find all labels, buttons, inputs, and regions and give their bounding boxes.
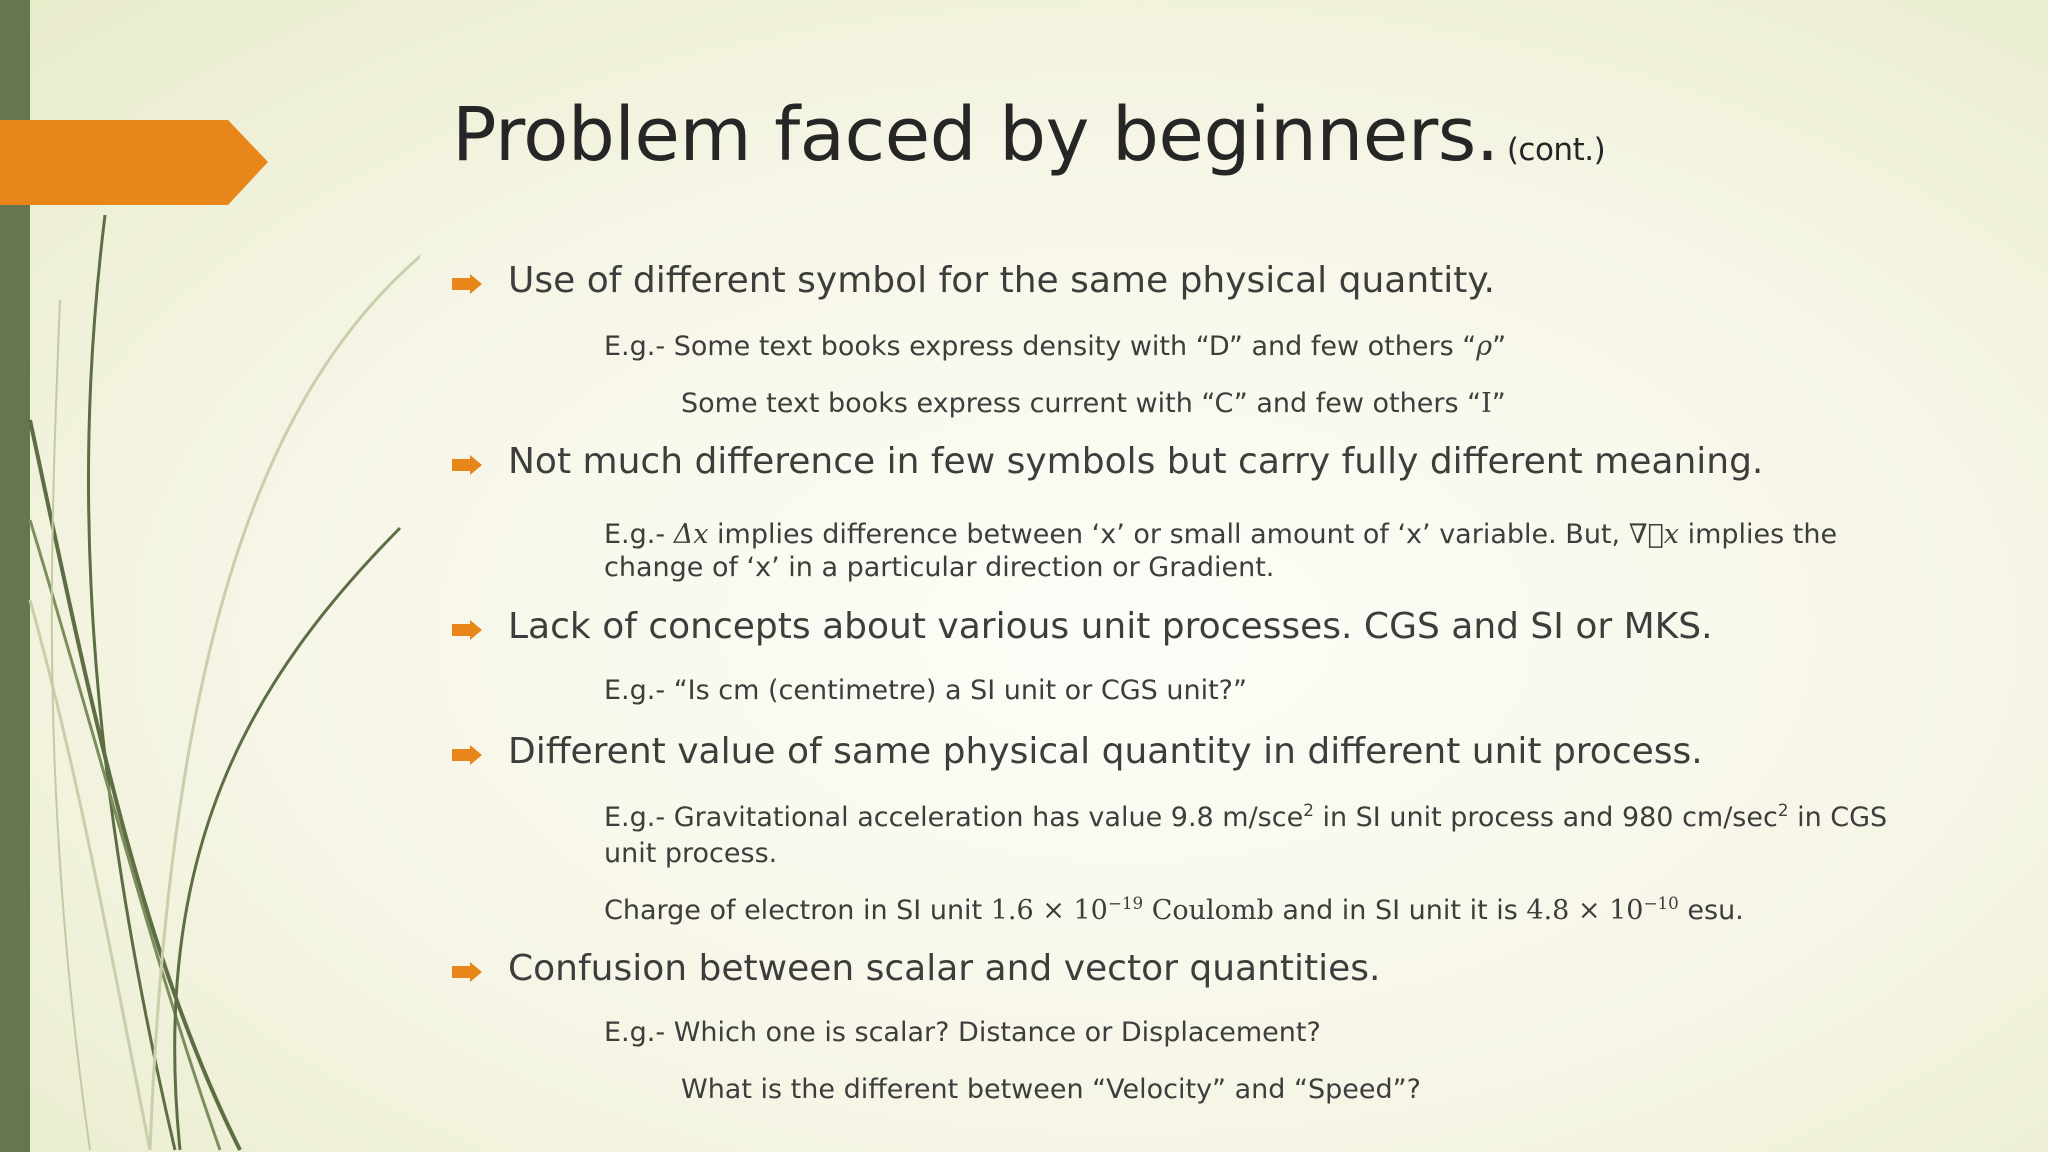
example-line: Some text books express current with “C” and few others “I”: [681, 388, 1506, 419]
arrow-bullet-icon: [452, 620, 482, 640]
bullet-text: Lack of concepts about various unit processes. CGS and SI or MKS.: [508, 606, 1713, 647]
arrow-bullet-icon: [452, 274, 482, 294]
arrow-bullet-icon: [452, 745, 482, 765]
example-line: E.g.- Δx implies difference between ‘x’ or small amount of ‘x’ variable. But, ∇⃗x implies the change of ‘x’ in a particular direction or Gradient.: [604, 519, 1838, 583]
example-line: E.g.- Gravitational acceleration has value 9.8 m/sce$^2$ in SI unit process and 980 $cm/\sec^2$ in CGS unit process.: [604, 799, 1888, 869]
example-line: Charge of electron in SI unit $1.6 \times 10^{-19}$ Coulomb and in SI unit it is $4.8 \times 10^{-10}$ esu.: [604, 892, 1744, 926]
bullet-text: Use of different symbol for the same physical quantity.: [508, 260, 1495, 301]
slide-title: [452, 92, 1605, 178]
title-suffix: (cont.): [1506, 132, 1606, 168]
bullet-text: Confusion between scalar and vector quantities.: [508, 948, 1381, 989]
example-line: What is the different between “Velocity” and “Speed”?: [681, 1074, 1421, 1105]
title-main: Problem faced by beginners.: [452, 92, 1499, 178]
example-line: E.g.- Which one is scalar? Distance or Displacement?: [604, 1017, 1321, 1048]
example-line: E.g.- “Is cm (centimetre) a SI unit or CGS unit?”: [604, 675, 1247, 706]
example-line: E.g.- Some text books express density with “D” and few others “ρ”: [604, 331, 1507, 362]
bullet-text: Different value of same physical quantity in different unit process.: [508, 731, 1703, 772]
orange-pentagon-tab: [0, 120, 268, 205]
arrow-bullet-icon: [452, 455, 482, 475]
arrow-bullet-icon: [452, 962, 482, 982]
bullet-text: Not much difference in few symbols but carry fully different meaning.: [508, 441, 1764, 482]
